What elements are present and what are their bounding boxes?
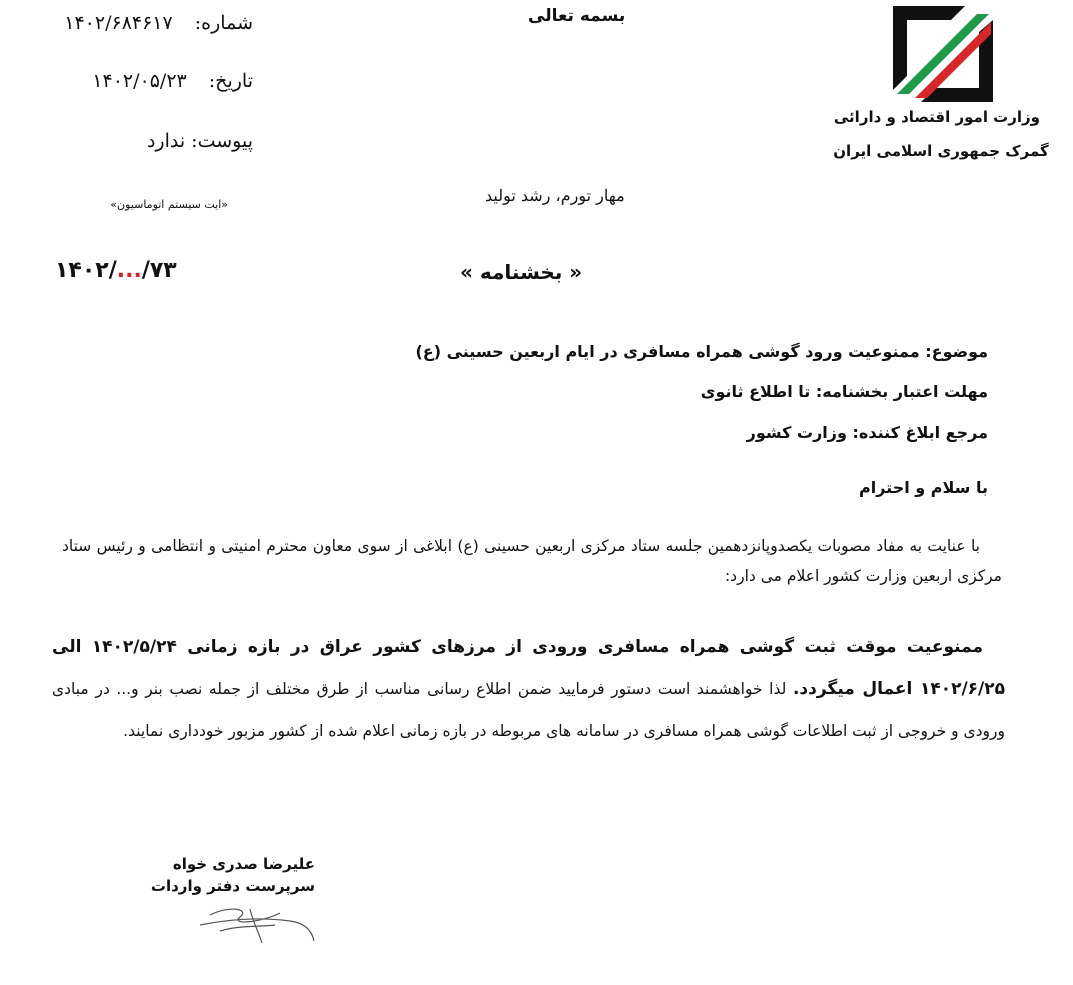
reference-line: مرجع ابلاغ کننده: وزارت کشور: [746, 423, 988, 442]
letter-number-value: ۱۴۰۲/۶۸۴۶۱۷: [64, 12, 173, 34]
circular-number-suffix: /۷۳: [141, 258, 177, 283]
letter-date-label: تاریخ:: [208, 70, 253, 92]
ministry-name: وزارت امور اقتصاد و دارائی: [833, 108, 1040, 126]
customs-logo: [893, 6, 993, 102]
circular-title: « بخشنامه »: [460, 260, 583, 284]
greeting: با سلام و احترام: [859, 478, 988, 497]
intro-paragraph: با عنایت به مفاد مصوبات یکصدوپانزدهمین جلسه ستاد مرکزی اربعین حسینی (ع) ابلاغی از سوی معاون محترم امنیتی و انتظامی و رئیس ستاد مرکزی اربعین وزارت کشور اعلام می دارد:: [62, 537, 1002, 585]
signature-block: [151, 853, 315, 897]
customs-name: گمرک جمهوری اسلامی ایران: [833, 142, 1049, 160]
letter-number-label: شماره:: [194, 12, 253, 34]
letter-number: [64, 12, 253, 34]
circular-number: [55, 258, 177, 283]
automation-note: «ایت سیستم اتوماسیون»: [110, 198, 228, 211]
circular-number-prefix: ۱۴۰۲/: [55, 258, 117, 283]
circular-number-placeholder: ...: [116, 258, 142, 283]
signatory-title: سرپرست دفتر واردات: [150, 877, 315, 895]
letter-date: [92, 70, 253, 92]
subject-line: موضوع: ممنوعیت ورود گوشی همراه مسافری در ایام اربعین حسینی (ع): [415, 342, 988, 361]
main-paragraph-emphasis: ممنوعیت موقت ثبت گوشی همراه مسافری ورودی از مرزهای کشور عراق در بازه زمانی ۱۴۰۲/۵/۲۴ الی ۱۴۰۲/۶/۲۵ اعمال میگردد.: [52, 637, 1006, 699]
letter-date-value: ۱۴۰۲/۰۵/۲۳: [92, 70, 187, 92]
validity-line: مهلت اعتبار بخشنامه: تا اطلاع ثانوی: [700, 382, 988, 401]
letter-attachment-value: ندارد: [146, 130, 186, 152]
year-slogan: مهار تورم، رشد تولید: [485, 186, 625, 205]
letter-attachment: [147, 130, 253, 152]
main-paragraph: [52, 626, 1005, 752]
signatory-name: علیرضا صدری خواه: [172, 855, 315, 873]
main-paragraph-rest: لذا خواهشمند است دستور فرمایید ضمن اطلاع رسانی مناسب از طرق مختلف از جمله نصب بنر و... در مبادی ورودی و خروجی از ثبت اطلاعات گوشی همراه مسافری در سامانه های مربوطه در بازه زمانی اعلام شده از کشور مزبور خودداری نمایند.: [52, 680, 1005, 740]
customs-emblem-icon: [893, 6, 993, 102]
letter-attachment-label: پیوست:: [191, 130, 253, 152]
handwritten-signature-icon: [190, 895, 320, 945]
bismillah-heading: بسمه تعالی: [528, 6, 626, 26]
